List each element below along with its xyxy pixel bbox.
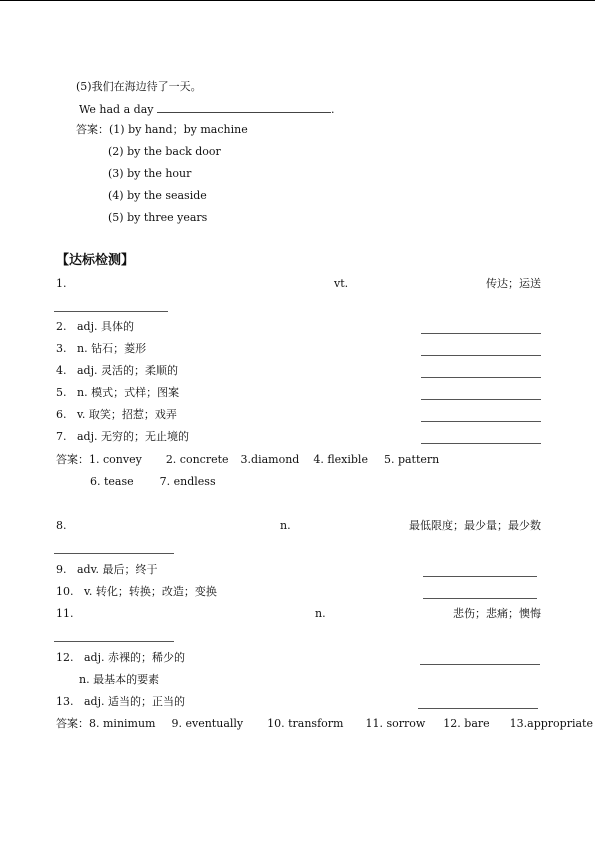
- vocab-num: 3.: [56, 342, 67, 355]
- vocab-meaning: 赤裸的；稀少的: [108, 651, 186, 664]
- vocab-pos: n.: [315, 607, 326, 620]
- page-top-rule: [0, 0, 595, 1]
- answer-item: 4. flexible: [313, 453, 368, 466]
- vocab-meaning: 转化；转换；改造；变换: [95, 585, 217, 598]
- answers3-row: [56, 717, 593, 731]
- vocab-num: 12.: [56, 651, 74, 664]
- vocab-num: 13.: [56, 695, 74, 708]
- answers1-item: (5) by three years: [108, 211, 208, 224]
- answer-blank[interactable]: [423, 598, 537, 599]
- answer-item: 9. eventually: [171, 717, 244, 730]
- vocab-row: [56, 364, 178, 378]
- vocab-meaning: 最后；终于: [102, 563, 158, 576]
- answers1-item: (3) by the hour: [108, 167, 192, 180]
- vocab-num: 6.: [56, 408, 67, 421]
- vocab-pos: adv.: [77, 563, 100, 576]
- answer-blank[interactable]: [54, 311, 168, 312]
- answer-item: 12. bare: [443, 717, 490, 730]
- answer-item: 11. sorrow: [365, 717, 426, 730]
- q5-english: [79, 101, 334, 117]
- vocab-row: [56, 695, 185, 709]
- answer-item: 2. concrete: [165, 453, 229, 466]
- vocab-meaning: 无穷的；无止境的: [101, 430, 190, 443]
- vocab-num: 5.: [56, 386, 67, 399]
- answer-blank[interactable]: [54, 641, 174, 642]
- answer-item: 8. minimum: [89, 717, 156, 730]
- vocab-row: [56, 342, 146, 356]
- q5-english-text: We had a day: [79, 103, 154, 116]
- vocab-num: 9.: [56, 563, 67, 576]
- answer-item: 7. endless: [159, 475, 216, 488]
- vocab-pos: adj.: [77, 364, 98, 377]
- vocab-meaning: 悲伤；悲痛；懊悔: [453, 607, 541, 620]
- answers1-item: (2) by the back door: [108, 145, 221, 158]
- vocab-pos: adj.: [84, 651, 105, 664]
- vocab-row: [56, 408, 177, 422]
- answer-blank[interactable]: [420, 664, 540, 665]
- answers3-label: 答案：: [56, 717, 89, 730]
- answers1-item: (1) by hand；by machine: [109, 123, 248, 136]
- answers1-label: 答案：: [76, 123, 109, 136]
- answer-blank[interactable]: [421, 443, 541, 444]
- answer-blank[interactable]: [421, 333, 541, 334]
- vocab-extra: n. 最基本的要素: [79, 673, 160, 686]
- answer-blank[interactable]: [421, 399, 541, 400]
- answers2-row1: [56, 453, 439, 467]
- vocab-pos: v.: [84, 585, 93, 598]
- vocab-pos: adj.: [77, 430, 98, 443]
- vocab-meaning: 灵活的；柔顺的: [101, 364, 179, 377]
- vocab-pos: n.: [77, 342, 88, 355]
- answer-item: 1. convey: [89, 453, 142, 466]
- answer-blank[interactable]: [54, 553, 174, 554]
- vocab-meaning: 适当的；正当的: [108, 695, 186, 708]
- q5-chinese: (5)我们在海边待了一天。: [76, 80, 202, 93]
- vocab-pos: v.: [77, 408, 86, 421]
- vocab-pos: vt.: [334, 277, 349, 290]
- vocab-pos: adj.: [77, 320, 98, 333]
- vocab-row: [56, 651, 185, 665]
- vocab-meaning: 取笑；招惹；戏弄: [88, 408, 177, 421]
- answer-blank[interactable]: [421, 421, 541, 422]
- answers2-row2: [90, 475, 216, 489]
- answer-blank[interactable]: [421, 377, 541, 378]
- vocab-pos: n.: [77, 386, 88, 399]
- answer-blank[interactable]: [423, 576, 537, 577]
- vocab-num: 1.: [56, 277, 67, 290]
- q5-period: .: [330, 103, 335, 116]
- vocab-row: [56, 320, 134, 334]
- vocab-meaning: 钻石；菱形: [91, 342, 147, 355]
- vocab-num: 10.: [56, 585, 74, 598]
- section-title: 【达标检测】: [56, 253, 135, 268]
- vocab-pos: n.: [280, 519, 291, 532]
- answers1-line1: [76, 123, 248, 137]
- vocab-row: [56, 563, 158, 577]
- q5-answer-blank[interactable]: [157, 101, 331, 113]
- answer-blank[interactable]: [421, 355, 541, 356]
- answer-item: 5. pattern: [383, 453, 440, 466]
- vocab-meaning: 模式；式样；图案: [91, 386, 180, 399]
- vocab-num: 11.: [56, 607, 74, 620]
- vocab-row: [56, 585, 217, 599]
- answers2-label: 答案：: [56, 453, 89, 466]
- answer-blank[interactable]: [418, 708, 538, 709]
- vocab-num: 4.: [56, 364, 67, 377]
- vocab-meaning: 传达；运送: [486, 277, 541, 290]
- vocab-meaning: 具体的: [101, 320, 135, 333]
- vocab-pos: adj.: [84, 695, 105, 708]
- vocab-num: 8.: [56, 519, 67, 532]
- answers1-item: (4) by the seaside: [108, 189, 207, 202]
- answer-item: 10. transform: [267, 717, 344, 730]
- answer-item: 3.diamond: [240, 453, 300, 466]
- vocab-num: 2.: [56, 320, 67, 333]
- vocab-meaning: 最低限度；最少量；最少数: [409, 519, 541, 532]
- vocab-row: [56, 386, 179, 400]
- answer-item: 13.appropriate: [509, 717, 593, 730]
- vocab-num: 7.: [56, 430, 67, 443]
- answer-item: 6. tease: [90, 475, 134, 488]
- vocab-row: [56, 430, 189, 444]
